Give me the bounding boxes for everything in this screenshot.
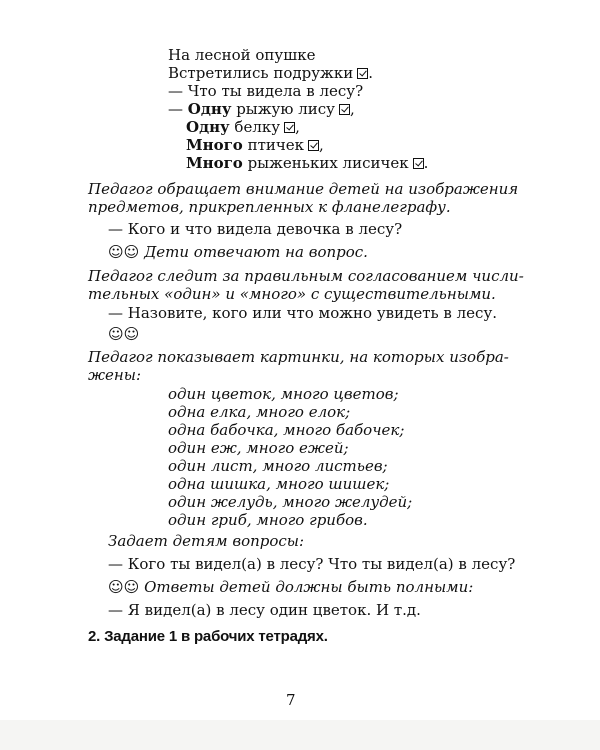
list-item: один еж, много ежей;	[168, 439, 349, 457]
instruction-1-line-2: предметов, прикрепленных к фланелеграфу.	[88, 198, 451, 216]
question-4: — Я видел(а) в лесу один цветок. И т.д.	[108, 601, 421, 619]
poem-line-1: На лесной опушке	[168, 46, 316, 64]
page-number: 7	[286, 691, 296, 709]
instruction-2-line-2: тельных «один» и «много» с существительными.	[88, 285, 496, 303]
instruction-2-line-1: Педагог следит за правильным согласованием числи-	[88, 267, 524, 285]
list-item: один гриб, много грибов.	[168, 511, 368, 529]
checkbox-icon	[308, 140, 319, 151]
poem-line-5: Одну белку ,	[186, 118, 300, 136]
response-1: ☺☺ Дети отвечают на вопрос.	[108, 243, 368, 261]
response-3: ☺☺ Ответы детей должны быть полными:	[108, 578, 474, 596]
scan-edge	[0, 720, 600, 750]
response-2	[108, 325, 139, 343]
list-item: одна шишка, много шишек;	[168, 475, 390, 493]
checkbox-icon	[357, 68, 368, 79]
instruction-3-line-1: Педагог показывает картинки, на которых изобра-	[88, 348, 509, 366]
list-item: один лист, много листьев;	[168, 457, 388, 475]
smiley-icon: ☺☺	[108, 578, 140, 596]
section-heading: 2. Задание 1 в рабочих тетрадях.	[88, 628, 328, 645]
checkbox-icon	[284, 122, 295, 133]
instruction-3-line-2: жены:	[88, 366, 142, 384]
instruction-1-line-1: Педагог обращает внимание детей на изображения	[88, 180, 519, 198]
poem-line-3: — Что ты видела в лесу?	[168, 82, 364, 100]
list-item: одна елка, много елок;	[168, 403, 351, 421]
smiley-icon: ☺☺	[108, 243, 140, 261]
question-3: — Кого ты видел(а) в лесу? Что ты видел(а) в лесу?	[108, 555, 516, 573]
question-1: — Кого и что видела девочка в лесу?	[108, 220, 403, 238]
list-item: один желудь, много желудей;	[168, 493, 413, 511]
poem-line-7: Много рыженьких лисичек .	[186, 154, 429, 172]
list-item: одна бабочка, много бабочек;	[168, 421, 405, 439]
list-item: один цветок, много цветов;	[168, 385, 399, 403]
checkbox-icon	[413, 158, 424, 169]
smiley-icon: ☺☺	[108, 325, 140, 343]
poem-line-6: Много птичек ,	[186, 136, 324, 154]
question-2: — Назовите, кого или что можно увидеть в лесу.	[108, 304, 498, 322]
checkbox-icon	[339, 104, 350, 115]
instruction-4: Задает детям вопросы:	[108, 532, 305, 550]
poem-line-4: — Одну рыжую лису ,	[168, 100, 355, 118]
poem-line-2: Встретились подружки .	[168, 64, 374, 82]
